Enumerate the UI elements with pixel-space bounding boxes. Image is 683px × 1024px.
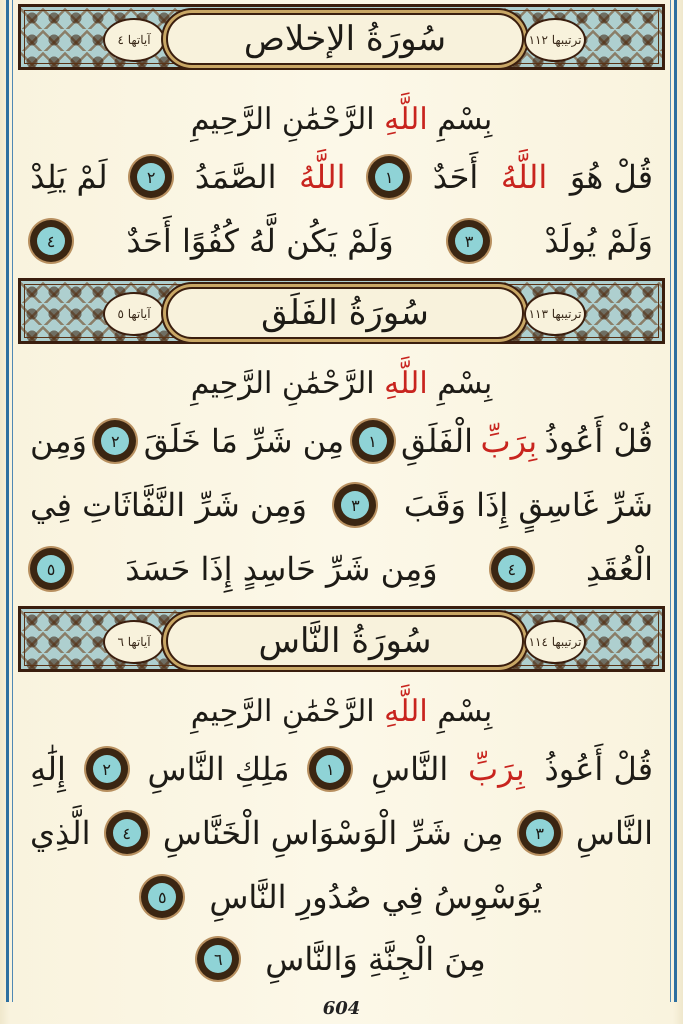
ayah-marker (141, 876, 183, 918)
surah-title-cartouche (166, 13, 524, 65)
verse-text: مِنَ الْجِنَّةِ وَالنَّاسِ (265, 940, 486, 978)
surah-order-badge (524, 620, 586, 664)
verse-line (30, 548, 653, 590)
ayah-marker (491, 548, 533, 590)
verse-text: مِن شَرِّ مَا خَلَقَ (143, 422, 345, 460)
verse-text: أَحَدٌ (432, 158, 479, 196)
verse-text-highlight: بِرَبِّ (468, 750, 525, 788)
ayah-marker (30, 548, 72, 590)
basmala-allah: اللَّهِ (384, 366, 428, 401)
ayat-count: آياتها ٦ (117, 635, 151, 649)
verse-text: النَّاسِ (371, 750, 449, 788)
verse-text-highlight: اللَّهُ (500, 158, 548, 196)
verse-text: وَمِن شَرِّ حَاسِدٍ إِذَا حَسَدَ (125, 550, 438, 588)
verse-text: النَّاسِ (575, 814, 653, 852)
ayah-marker (30, 220, 72, 262)
basmala-rahman-rahim: الرَّحْمَٰنِ الرَّحِيمِ (190, 366, 375, 401)
surah-order: ترتيبها ١١٤ (528, 635, 582, 649)
surah-title: سُورَةُ النَّاس (258, 621, 432, 661)
ayah-number: ٤ (498, 555, 526, 583)
surah-order: ترتيبها ١١٣ (528, 307, 582, 321)
verse-line (30, 938, 653, 980)
ayah-number: ٦ (204, 945, 232, 973)
verse-text: يُوَسْوِسُ فِي صُدُورِ النَّاسِ (209, 878, 542, 916)
verse-line (30, 156, 653, 198)
ayah-marker (106, 812, 148, 854)
ayah-marker (130, 156, 172, 198)
verse-text: الصَّمَدُ (194, 158, 277, 196)
verse-text: الْعُقَدِ (585, 550, 653, 588)
ayat-count-badge (103, 18, 165, 62)
verse-text: شَرِّ غَاسِقٍ إِذَا وَقَبَ (403, 486, 653, 524)
surah-header-falaq (18, 278, 665, 344)
ayah-number: ٢ (93, 755, 121, 783)
basmala-rahman-rahim: الرَّحْمَٰنِ الرَّحِيمِ (190, 102, 375, 137)
verse-line (30, 484, 653, 526)
verse-text: وَمِن شَرِّ النَّفَّاثَاتِ فِي (30, 486, 307, 524)
basmala-allah: اللَّهِ (384, 102, 428, 137)
basmala (18, 694, 665, 729)
ayah-marker (94, 420, 136, 462)
verse-line (30, 420, 653, 462)
ayah-marker (448, 220, 490, 262)
verse-text: مَلِكِ النَّاسِ (147, 750, 290, 788)
verse-line (30, 812, 653, 854)
ayah-marker (368, 156, 410, 198)
verse-text: مِن شَرِّ الْوَسْوَاسِ الْخَنَّاسِ (162, 814, 504, 852)
ayat-count-badge (103, 292, 165, 336)
basmala-rahman-rahim: الرَّحْمَٰنِ الرَّحِيمِ (190, 694, 375, 729)
ayah-number: ٢ (137, 163, 165, 191)
ayah-marker (352, 420, 394, 462)
ayah-number: ٣ (455, 227, 483, 255)
verse-line (30, 876, 653, 918)
surah-title: سُورَةُ الفَلَق (261, 293, 429, 333)
ayah-number: ٢ (101, 427, 129, 455)
basmala-allah: اللَّهِ (384, 694, 428, 729)
ayat-count-badge (103, 620, 165, 664)
verse-text-highlight: بِرَبِّ (480, 422, 538, 460)
verse-text: قُلْ أَعُوذُ (544, 422, 653, 460)
verse-text: الْفَلَقِ (400, 422, 474, 460)
basmala (18, 366, 665, 401)
ayah-number: ١ (375, 163, 403, 191)
ayat-count: آياتها ٥ (117, 307, 151, 321)
verse-text: قُلْ أَعُوذُ (544, 750, 653, 788)
surah-order-badge (524, 292, 586, 336)
ayah-number: ١ (359, 427, 387, 455)
verse-text: إِلَٰهِ (30, 750, 66, 788)
surah-title-cartouche (166, 615, 524, 667)
verse-text: وَلَمْ يُولَدْ (544, 222, 653, 260)
verse-line (30, 748, 653, 790)
surah-order-badge (524, 18, 586, 62)
ayah-marker (334, 484, 376, 526)
ayah-marker (519, 812, 561, 854)
verse-line (30, 220, 653, 262)
verse-text-highlight: اللَّهُ (299, 158, 346, 196)
verse-text: وَلَمْ يَكُن لَّهُ كُفُوًا أَحَدٌ (126, 222, 394, 260)
surah-order: ترتيبها ١١٢ (528, 33, 582, 47)
basmala (18, 102, 665, 137)
surah-title-cartouche (166, 287, 524, 339)
verse-text: لَمْ يَلِدْ (30, 158, 108, 196)
ayah-number: ٥ (37, 555, 65, 583)
ayah-number: ١ (316, 755, 344, 783)
ayat-count: آياتها ٤ (117, 33, 151, 47)
page-number: 604 (322, 998, 361, 1019)
ayah-marker (86, 748, 128, 790)
ayah-marker (309, 748, 351, 790)
surah-header-nas (18, 606, 665, 672)
ayah-marker (197, 938, 239, 980)
ayah-number: ٤ (37, 227, 65, 255)
verse-text: الَّذِي (30, 814, 91, 852)
verse-text: قُلْ هُوَ (569, 158, 653, 196)
surah-title: سُورَةُ الإخلاص (243, 19, 447, 59)
verse-text: وَمِن (30, 422, 87, 460)
surah-header-ikhlas (18, 4, 665, 70)
ayah-number: ٣ (526, 819, 554, 847)
ayah-number: ٣ (341, 491, 369, 519)
basmala-bism: بِسْمِ (437, 102, 493, 137)
ayah-number: ٥ (148, 883, 176, 911)
basmala-bism: بِسْمِ (437, 366, 493, 401)
ayah-number: ٤ (113, 819, 141, 847)
basmala-bism: بِسْمِ (437, 694, 493, 729)
